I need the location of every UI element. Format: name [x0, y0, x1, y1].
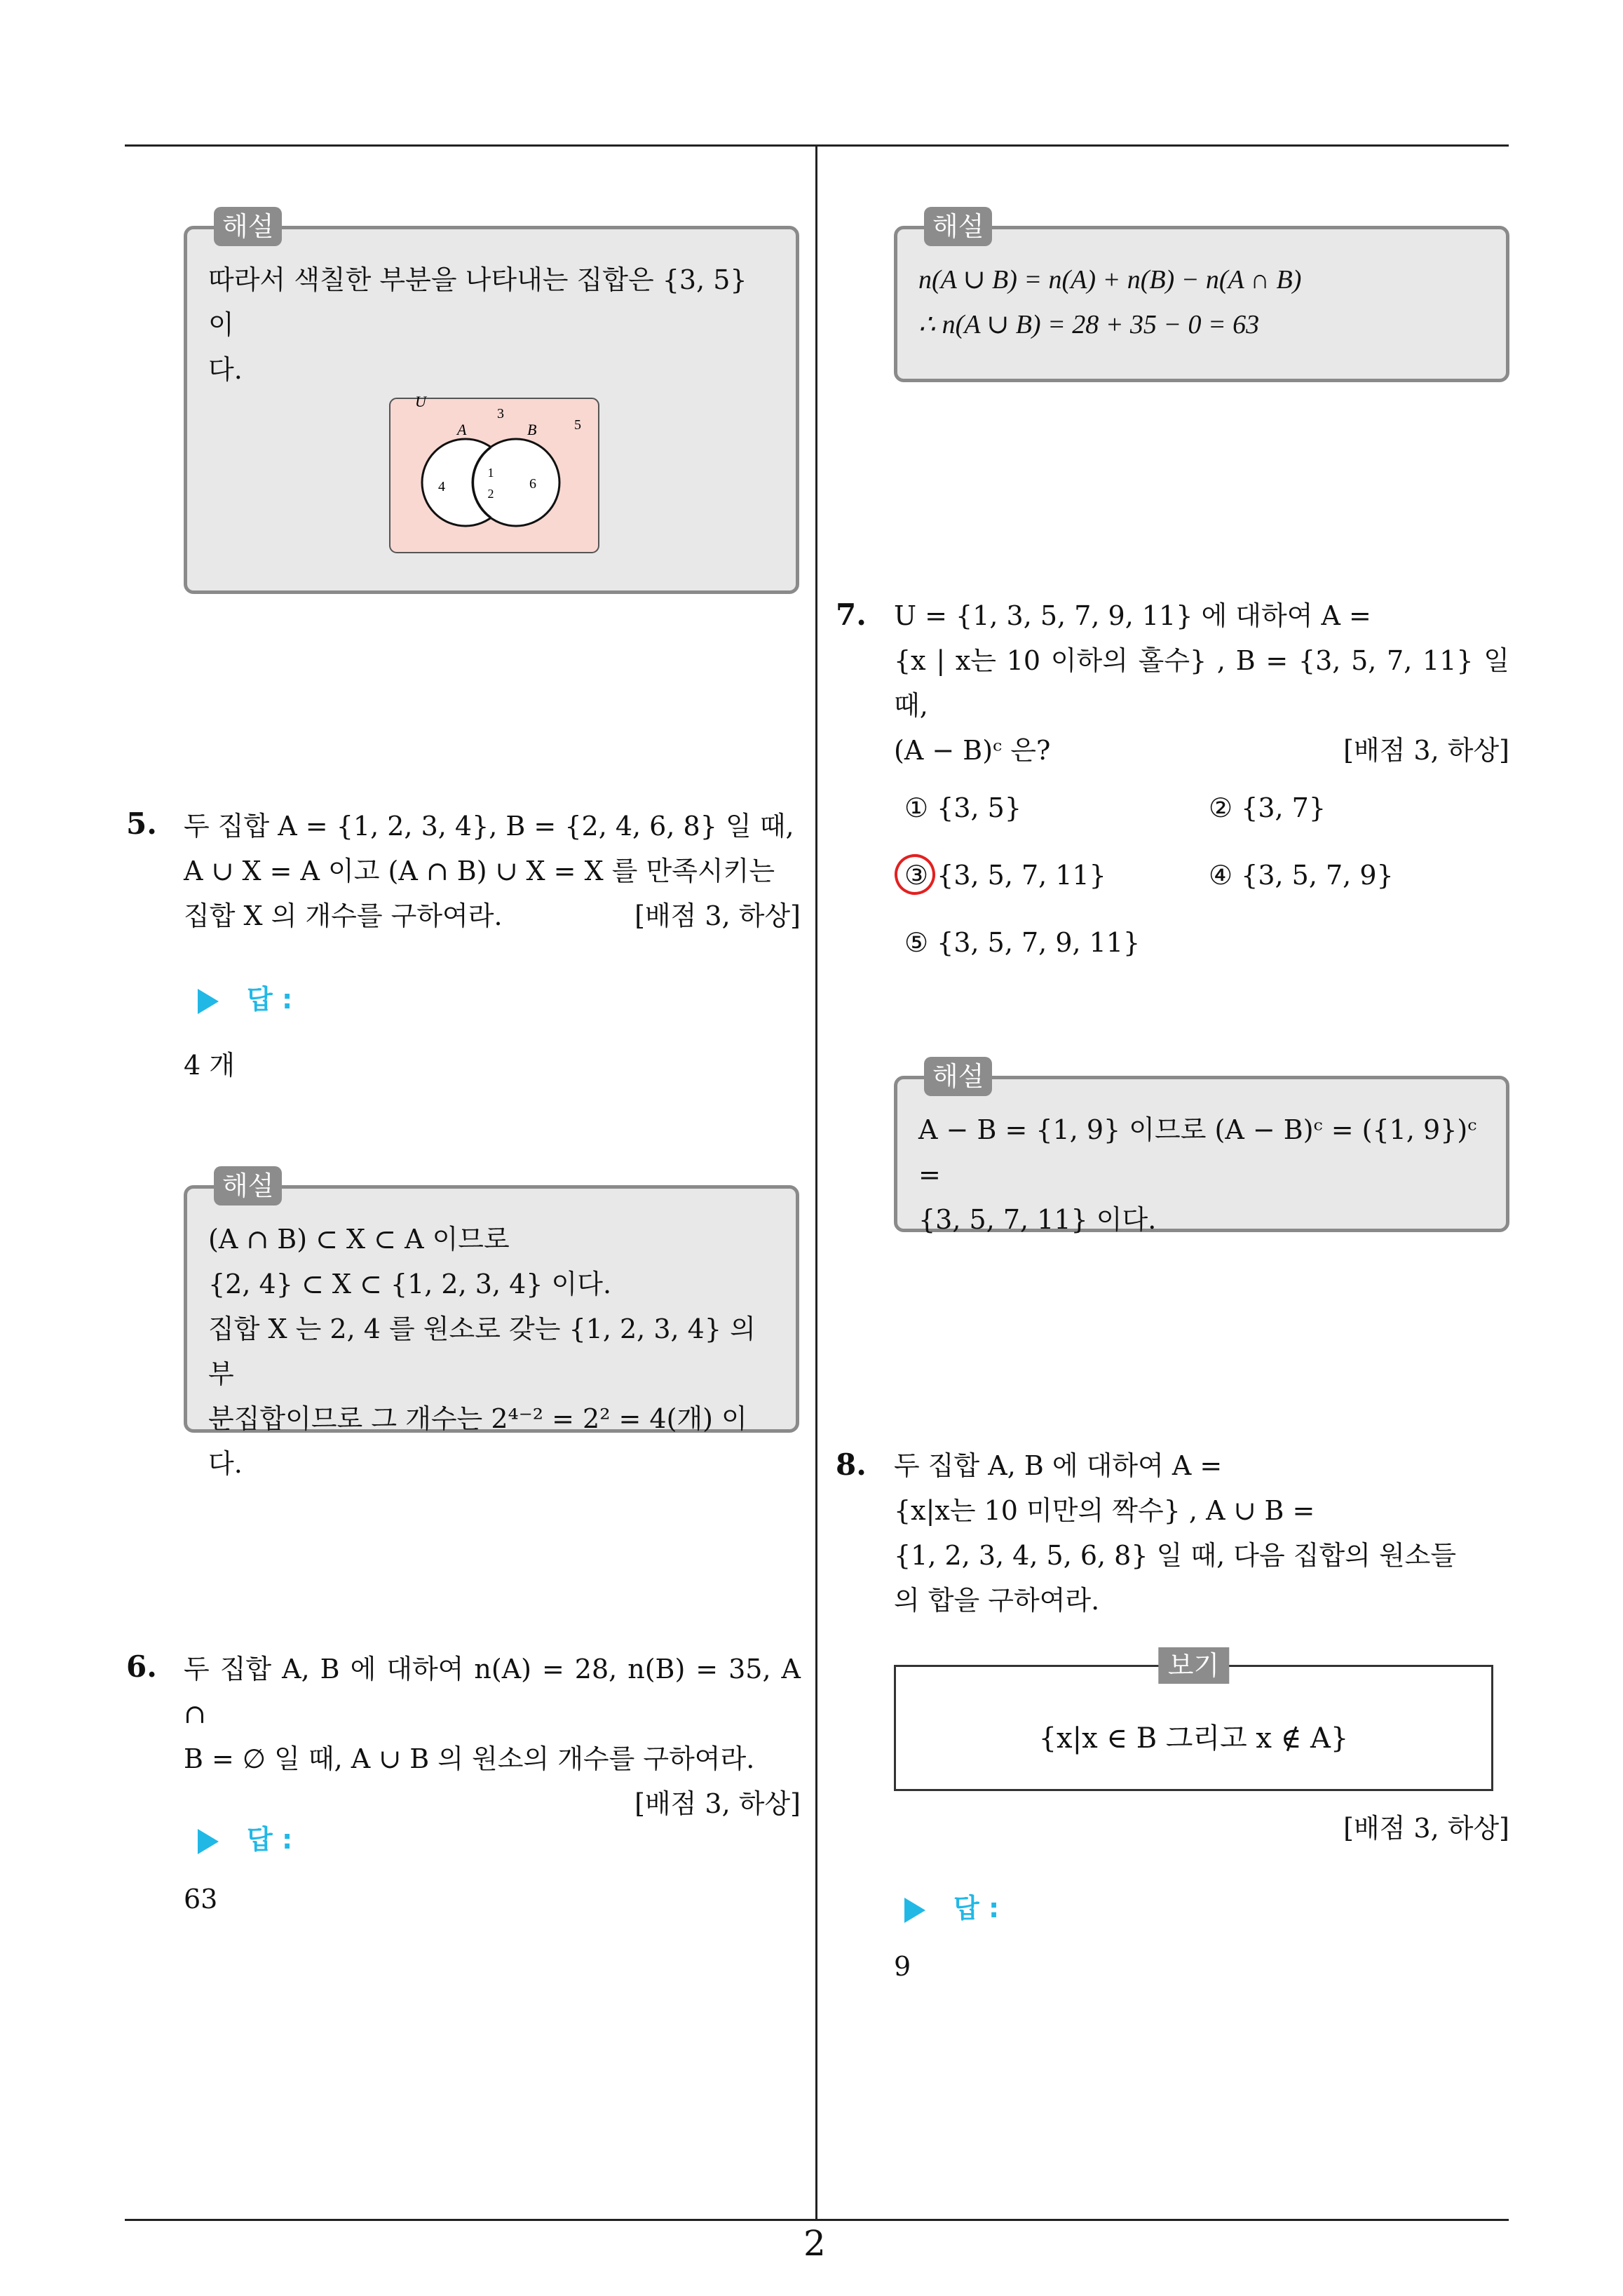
q8-line3: {1, 2, 3, 4, 5, 6, 8} 일 때, 다음 집합의 원소들 — [894, 1540, 1457, 1571]
q6-line2: B = ∅ 일 때, A ∪ B 의 원소의 개수를 구하여라. — [184, 1743, 755, 1774]
q6-answer-label — [198, 1822, 292, 1857]
q5-solution-box — [184, 1170, 799, 1479]
q6-line1: 두 집합 A, B 에 대하여 n(A) = 28, n(B) = 35, A ∩ — [184, 1654, 801, 1729]
venn-intersection-value: 1 — [487, 466, 494, 480]
answer-mark-circle-icon — [890, 849, 939, 899]
q7-line3-row — [894, 728, 1509, 773]
q6-score: [배점 3, 하상] — [634, 1788, 801, 1819]
venn-a-only-value: 4 — [438, 479, 445, 494]
venn-universe-label: U — [415, 393, 426, 410]
q5-line3: 집합 X 의 개수를 구하여라. — [184, 900, 503, 931]
q7-solution-box — [894, 1061, 1509, 1235]
q8-score: [배점 3, 하상] — [1343, 1813, 1509, 1844]
q5-line2: A ∪ X = A 이고 (A ∩ B) ∪ X = X 를 만족시키는 — [184, 856, 775, 886]
q5-question — [184, 804, 801, 938]
q5-number: 5. — [126, 806, 157, 841]
q7-solution-line: {3, 5, 7, 11} 이다. — [918, 1204, 1157, 1235]
q6-solution-box — [894, 211, 1509, 382]
q6-number: 6. — [126, 1649, 157, 1684]
q7-choice-5[interactable]: ⑤ {3, 5, 7, 9, 11} — [904, 927, 1141, 958]
q8-bogi-box — [894, 1650, 1493, 1791]
column-divider — [815, 144, 817, 2220]
q7-number: 7. — [836, 597, 867, 632]
q8-number: 8. — [836, 1447, 867, 1482]
play-icon — [904, 1898, 925, 1923]
q6-solution-line: n(A ∪ B) = n(A) + n(B) − n(A ∩ B) — [918, 265, 1302, 295]
venn-b-only-value: 6 — [529, 476, 536, 492]
q7-solution-tag: 해설 — [924, 1057, 992, 1096]
q4-solution-line2: 다. — [208, 354, 243, 385]
q7-line2: {x | x는 10 이하의 홀수} , B = {3, 5, 7, 11} 일 때, — [894, 645, 1509, 721]
q5-solution-line: 집합 X 는 2, 4 를 원소로 갖는 {1, 2, 3, 4} 의 부 — [208, 1314, 756, 1389]
q7-question — [894, 593, 1509, 773]
venn-outside-value: 5 — [574, 417, 581, 433]
q8-bogi-tag: 보기 — [1158, 1647, 1229, 1684]
q8-answer-label — [904, 1891, 999, 1926]
q5-solution-tag: 해설 — [214, 1166, 282, 1206]
venn-diagram — [387, 393, 604, 557]
q8-bogi-content: {x|x ∈ B 그리고 x ∉ A} — [1038, 1722, 1349, 1755]
q5-score: [배점 3, 하상] — [634, 900, 801, 931]
q5-answer-label-text: 답 : — [247, 984, 293, 1015]
q6-question — [184, 1647, 801, 1826]
venn-outside-value: 3 — [497, 406, 504, 421]
venn-intersection-value: 2 — [487, 487, 494, 501]
q8-line1: 두 집합 A, B 에 대하여 A = — [894, 1450, 1223, 1481]
q5-line1: 두 집합 A = {1, 2, 3, 4}, B = {2, 4, 6, 8} 일 때, — [184, 811, 794, 842]
q7-choice-3[interactable]: ③ {3, 5, 7, 11} — [904, 860, 1106, 891]
q7-solution-line: A − B = {1, 9} 이므로 (A − B)ᶜ = ({1, 9})ᶜ = — [918, 1114, 1477, 1190]
page-number: 2 — [803, 2223, 826, 2264]
q6-answer-label-text: 답 : — [247, 1824, 293, 1855]
q5-solution-line: {2, 4} ⊂ X ⊂ {1, 2, 3, 4} 이다. — [208, 1269, 612, 1299]
play-icon — [198, 1829, 219, 1854]
q4-solution-box — [184, 211, 799, 594]
q6-solution-line: ∴ n(A ∪ B) = 28 + 35 − 0 = 63 — [918, 310, 1260, 339]
bottom-rule — [125, 2219, 1509, 2221]
play-icon — [198, 989, 219, 1014]
q5-answer-label — [198, 982, 292, 1017]
q6-answer: 63 — [184, 1884, 218, 1915]
q6-solution-tag: 해설 — [924, 207, 992, 246]
q8-answer-label-text: 답 : — [953, 1893, 1000, 1924]
q7-choice-4[interactable]: ④ {3, 5, 7, 9} — [1209, 860, 1394, 891]
venn-label-b: B — [527, 421, 537, 438]
q7-score: [배점 3, 하상] — [1343, 735, 1509, 766]
q4-solution-tag: 해설 — [214, 207, 282, 246]
venn-label-a: A — [457, 421, 467, 438]
q8-line4: 의 합을 구하여라. — [894, 1585, 1100, 1616]
q5-solution-line: 분집합이므로 그 개수는 2⁴⁻² = 2² = 4(개) 이다. — [208, 1403, 747, 1479]
q7-choice-2[interactable]: ② {3, 7} — [1209, 792, 1326, 823]
q4-solution-line1: 따라서 색칠한 부분을 나타내는 집합은 {3, 5} 이 — [208, 264, 747, 340]
q7-choice-1[interactable]: ① {3, 5} — [904, 792, 1022, 823]
q5-line3-row — [184, 893, 801, 938]
q5-solution-line: (A ∩ B) ⊂ X ⊂ A 이므로 — [208, 1224, 510, 1255]
q8-question — [894, 1443, 1509, 1623]
q7-line1: U = {1, 3, 5, 7, 9, 11} 에 대하여 A = — [894, 600, 1371, 631]
q5-answer: 4 개 — [184, 1050, 235, 1081]
q8-line2: {x|x는 10 미만의 짝수} , A ∪ B = — [894, 1495, 1315, 1526]
q7-line3: (A − B)ᶜ 은? — [894, 735, 1051, 766]
q8-answer: 9 — [894, 1951, 911, 1982]
